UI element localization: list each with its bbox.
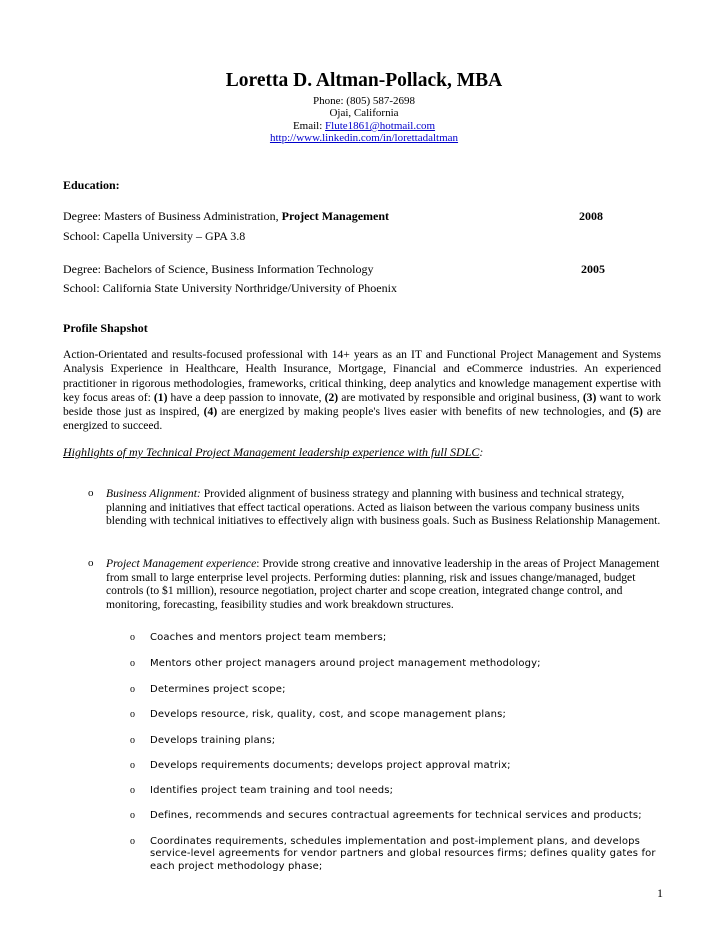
bullet-glyph: o xyxy=(88,487,94,499)
email-link[interactable]: Flute1861@hotmail.com xyxy=(325,120,436,132)
duty-item: Mentors other project managers around project management methodology; xyxy=(150,658,541,669)
contact-email-line xyxy=(0,120,728,133)
highlights-heading: Highlights of my Technical Project Management leadership experience with full SDLC xyxy=(63,445,480,459)
profile-point-number: (4) xyxy=(203,405,218,419)
highlight-text: Provided alignment of business strategy and planning with business and technical strategy, planning and initiatives that effect tactical operations. Acted as liaison between the various company business units blending with technical initiatives to effectively align with business goals. Such as Business Relationship Management. xyxy=(106,487,661,528)
sub-bullet-glyph: o xyxy=(130,760,135,771)
sub-bullet-glyph: o xyxy=(130,836,135,847)
degree-1-text: Degree: Masters of Business Administration, xyxy=(63,209,282,223)
degree-2-text: Degree: Bachelors of Science, Business Information Technology xyxy=(63,262,374,276)
sub-bullet-glyph: o xyxy=(130,735,135,746)
duty-item: Determines project scope; xyxy=(150,684,286,695)
contact-location: Ojai, California xyxy=(329,107,399,119)
school-2: School: California State University Northridge/University of Phoenix xyxy=(63,281,397,295)
profile-text: are energized to succeed. xyxy=(63,405,661,433)
highlight-text: : Provide strong creative and innovative leadership in the areas of Project Management from small to large enterprise level projects. Performing duties: planning, risk and issues change/managed, budget controls (to $1 million), resource negotiation, project charter and scope creation, integrated change control, and monitoring, forecasting, feasibility studies and work breakdown structures. xyxy=(106,557,660,612)
duty-item: Coaches and mentors project team members; xyxy=(150,632,387,643)
school-1: School: Capella University – GPA 3.8 xyxy=(63,229,246,243)
degree-1-year: 2008 xyxy=(579,209,603,223)
page-number: 1 xyxy=(657,886,663,900)
profile-text: have a deep passion to innovate, xyxy=(167,390,325,404)
resume-name: Loretta D. Altman-Pollack, MBA xyxy=(225,70,503,91)
duty-item: Develops resource, risk, quality, cost, and scope management plans; xyxy=(150,709,506,720)
profile-point-number: (5) xyxy=(629,405,643,419)
duty-item: Identifies project team training and tool needs; xyxy=(150,785,394,796)
sub-bullet-glyph: o xyxy=(130,810,135,821)
highlight-project-management xyxy=(106,557,662,612)
highlights-colon: : xyxy=(479,445,484,459)
degree-2 xyxy=(63,262,374,277)
duty-item: Develops training plans; xyxy=(150,735,276,746)
profile-text: are energized by making people's lives easier with benefits of new technologies, and xyxy=(217,405,630,419)
profile-heading: Profile Shapshot xyxy=(63,321,148,335)
profile-paragraph xyxy=(63,348,661,434)
highlight-title: Business Alignment: xyxy=(106,487,201,500)
email-label: Email: xyxy=(292,120,326,132)
highlight-business-alignment xyxy=(106,487,662,528)
highlight-title: Project Management experience xyxy=(106,557,257,570)
education-heading: Education: xyxy=(63,178,120,192)
contact-phone: Phone: (805) 587-2698 xyxy=(312,95,416,107)
profile-text: want to work beside those just as inspired, xyxy=(63,390,662,419)
contact-linkedin-line xyxy=(0,132,728,145)
degree-2-year: 2005 xyxy=(581,262,605,276)
sub-bullet-glyph: o xyxy=(130,684,135,695)
duty-item: Develops requirements documents; develops project approval matrix; xyxy=(150,760,511,771)
sub-bullet-glyph: o xyxy=(130,785,135,796)
degree-1 xyxy=(63,209,389,224)
profile-point-number: (1) xyxy=(153,390,168,404)
highlights-heading-line xyxy=(63,445,483,460)
duty-item: Defines, recommends and secures contractual agreements for technical services and products; xyxy=(150,810,642,821)
bullet-glyph: o xyxy=(88,557,94,569)
sub-bullet-glyph: o xyxy=(130,709,135,720)
linkedin-link[interactable]: http://www.linkedin.com/in/lorettadaltman xyxy=(269,132,459,144)
degree-1-emphasis: Project Management xyxy=(281,209,390,223)
profile-text: are motivated by responsible and original business, xyxy=(338,390,583,404)
profile-text: Action-Orientated and results-focused professional with 14+ years as an IT and Functional Project Management and Systems Analysis Experience in Healthcare, Health Insurance, Mortgage, Financial and eCommerce industries. An experienced practitioner in rigorous methodologies, frameworks, critical thinking, deep analytics and knowledge management expertise with key focus areas of: xyxy=(63,348,661,404)
profile-point-number: (3) xyxy=(582,390,597,404)
sub-bullet-glyph: o xyxy=(130,658,135,669)
profile-point-number: (2) xyxy=(324,390,339,404)
sub-bullet-glyph: o xyxy=(130,632,135,643)
duty-item: Coordinates requirements, schedules implementation and post-implement plans, and develops service-level agreements for vendor partners and global resources firms; defines quality gates for each project methodology phase; xyxy=(150,836,656,872)
